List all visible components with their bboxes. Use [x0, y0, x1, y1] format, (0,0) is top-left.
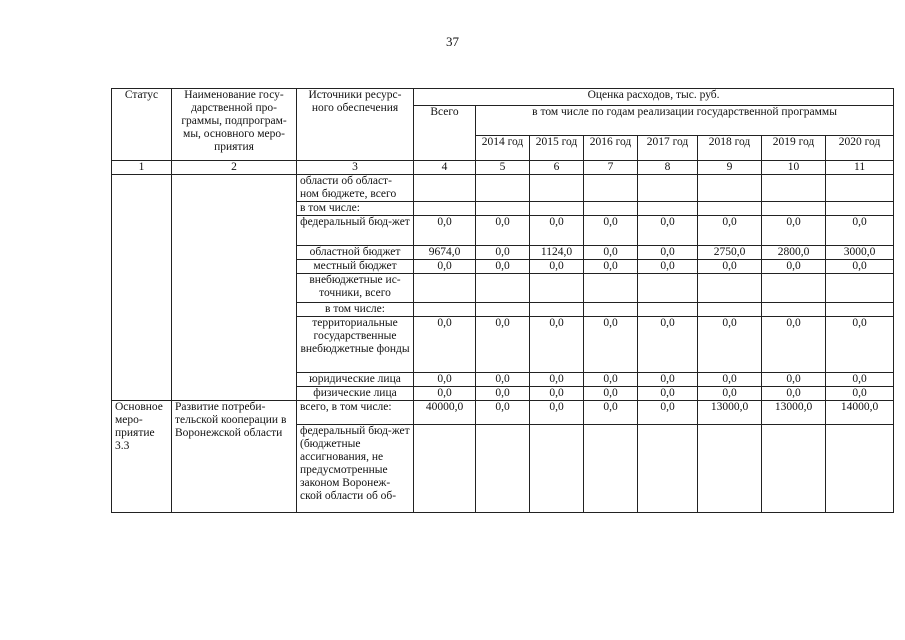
- value-cell: 0,0: [698, 387, 762, 401]
- col-number: 6: [530, 161, 584, 175]
- header-year: 2015 год: [530, 136, 584, 161]
- value-cell: 0,0: [762, 373, 826, 387]
- value-cell: 0,0: [698, 260, 762, 274]
- value-cell: 0,0: [638, 317, 698, 373]
- value-cell: 9674,0: [414, 246, 476, 260]
- source-cell: юридические лица: [297, 373, 414, 387]
- value-cell: [762, 274, 826, 303]
- value-cell: 0,0: [584, 387, 638, 401]
- status-cell: Основное меро-приятие 3.3: [112, 401, 172, 513]
- value-cell: 0,0: [584, 401, 638, 425]
- value-cell: [476, 303, 530, 317]
- source-cell: физические лица: [297, 387, 414, 401]
- col-number: 4: [414, 161, 476, 175]
- value-cell: [414, 175, 476, 202]
- source-cell: области об област-ном бюджете, всего: [297, 175, 414, 202]
- value-cell: [698, 425, 762, 513]
- value-cell: [698, 274, 762, 303]
- value-cell: [638, 274, 698, 303]
- value-cell: 0,0: [530, 216, 584, 246]
- value-cell: 0,0: [476, 387, 530, 401]
- value-cell: [530, 175, 584, 202]
- value-cell: [530, 274, 584, 303]
- value-cell: 0,0: [414, 373, 476, 387]
- value-cell: 0,0: [530, 260, 584, 274]
- header-year: 2017 год: [638, 136, 698, 161]
- name-cell-empty: [172, 175, 297, 401]
- col-number: 3: [297, 161, 414, 175]
- value-cell: 0,0: [476, 373, 530, 387]
- value-cell: [414, 425, 476, 513]
- value-cell: 0,0: [638, 373, 698, 387]
- value-cell: 0,0: [476, 260, 530, 274]
- value-cell: 0,0: [530, 373, 584, 387]
- value-cell: [638, 303, 698, 317]
- col-number: 9: [698, 161, 762, 175]
- value-cell: [638, 175, 698, 202]
- value-cell: 0,0: [530, 387, 584, 401]
- value-cell: [698, 303, 762, 317]
- value-cell: 0,0: [638, 246, 698, 260]
- value-cell: 0,0: [698, 317, 762, 373]
- value-cell: 0,0: [826, 387, 894, 401]
- value-cell: 0,0: [414, 317, 476, 373]
- header-year: 2019 год: [762, 136, 826, 161]
- value-cell: 0,0: [762, 387, 826, 401]
- source-cell: всего, в том числе:: [297, 401, 414, 425]
- value-cell: [826, 425, 894, 513]
- value-cell: [638, 425, 698, 513]
- value-cell: [530, 425, 584, 513]
- value-cell: [414, 303, 476, 317]
- value-cell: [476, 425, 530, 513]
- value-cell: [762, 425, 826, 513]
- col-number: 2: [172, 161, 297, 175]
- table-row: [112, 175, 894, 202]
- col-number: 10: [762, 161, 826, 175]
- value-cell: [762, 202, 826, 216]
- value-cell: 0,0: [826, 216, 894, 246]
- value-cell: 0,0: [584, 317, 638, 373]
- value-cell: [476, 202, 530, 216]
- value-cell: [584, 274, 638, 303]
- source-cell: федеральный бюд-жет (бюджетные ассигнования, не предусмотренные законом Воронеж-ской области об об-: [297, 425, 414, 513]
- page-number: 37: [446, 34, 459, 49]
- value-cell: 2800,0: [762, 246, 826, 260]
- table-row: [112, 401, 894, 425]
- source-cell: в том числе:: [297, 202, 414, 216]
- value-cell: 0,0: [584, 373, 638, 387]
- value-cell: 0,0: [414, 387, 476, 401]
- value-cell: 40000,0: [414, 401, 476, 425]
- value-cell: 0,0: [638, 401, 698, 425]
- value-cell: [762, 303, 826, 317]
- value-cell: [698, 202, 762, 216]
- value-cell: 3000,0: [826, 246, 894, 260]
- value-cell: 0,0: [826, 373, 894, 387]
- value-cell: 0,0: [762, 317, 826, 373]
- value-cell: 0,0: [638, 387, 698, 401]
- value-cell: 0,0: [584, 246, 638, 260]
- value-cell: [826, 175, 894, 202]
- value-cell: [414, 202, 476, 216]
- budget-table: [111, 88, 894, 513]
- value-cell: 13000,0: [698, 401, 762, 425]
- col-number: 1: [112, 161, 172, 175]
- value-cell: 0,0: [476, 317, 530, 373]
- status-cell-empty: [112, 175, 172, 401]
- value-cell: [584, 303, 638, 317]
- header-status: Статус: [112, 89, 172, 161]
- value-cell: 0,0: [826, 260, 894, 274]
- value-cell: [584, 202, 638, 216]
- value-cell: 1124,0: [530, 246, 584, 260]
- value-cell: [826, 202, 894, 216]
- value-cell: [826, 274, 894, 303]
- value-cell: 0,0: [584, 216, 638, 246]
- header-year: 2018 год: [698, 136, 762, 161]
- value-cell: [476, 274, 530, 303]
- value-cell: 0,0: [638, 216, 698, 246]
- source-cell: внебюджетные ис-точники, всего: [297, 274, 414, 303]
- header-name: Наименование госу-дарственной про-граммы, подпрограм-мы, основного меро-приятия: [172, 89, 297, 161]
- source-cell: местный бюджет: [297, 260, 414, 274]
- value-cell: [638, 202, 698, 216]
- value-cell: [826, 303, 894, 317]
- value-cell: [414, 274, 476, 303]
- value-cell: 0,0: [476, 216, 530, 246]
- col-number: 5: [476, 161, 530, 175]
- value-cell: 14000,0: [826, 401, 894, 425]
- header-estimate: Оценка расходов, тыс. руб.: [414, 89, 894, 106]
- header-year: 2014 год: [476, 136, 530, 161]
- value-cell: 0,0: [414, 216, 476, 246]
- value-cell: [530, 303, 584, 317]
- header-year: 2016 год: [584, 136, 638, 161]
- value-cell: 13000,0: [762, 401, 826, 425]
- value-cell: 0,0: [476, 246, 530, 260]
- header-sources: Источники ресурс-ного обеспечения: [297, 89, 414, 161]
- value-cell: 0,0: [762, 260, 826, 274]
- header-year: 2020 год: [826, 136, 894, 161]
- value-cell: 0,0: [638, 260, 698, 274]
- header-by-years: в том числе по годам реализации государственной программы: [476, 106, 894, 136]
- value-cell: 0,0: [530, 317, 584, 373]
- col-number: 11: [826, 161, 894, 175]
- source-cell: федеральный бюд-жет: [297, 216, 414, 246]
- value-cell: 0,0: [826, 317, 894, 373]
- value-cell: [584, 425, 638, 513]
- value-cell: 0,0: [698, 373, 762, 387]
- value-cell: 0,0: [414, 260, 476, 274]
- value-cell: 0,0: [476, 401, 530, 425]
- source-cell: в том числе:: [297, 303, 414, 317]
- value-cell: [476, 175, 530, 202]
- header-total: Всего: [414, 106, 476, 161]
- value-cell: [530, 202, 584, 216]
- value-cell: 2750,0: [698, 246, 762, 260]
- source-cell: областной бюджет: [297, 246, 414, 260]
- name-cell: Развитие потреби-тельской кооперации в Воронежской области: [172, 401, 297, 513]
- col-number: 8: [638, 161, 698, 175]
- col-number: 7: [584, 161, 638, 175]
- value-cell: 0,0: [698, 216, 762, 246]
- value-cell: 0,0: [530, 401, 584, 425]
- value-cell: [762, 175, 826, 202]
- value-cell: [584, 175, 638, 202]
- value-cell: 0,0: [584, 260, 638, 274]
- value-cell: 0,0: [762, 216, 826, 246]
- value-cell: [698, 175, 762, 202]
- source-cell: территориальные государственные внебюджетные фонды: [297, 317, 414, 373]
